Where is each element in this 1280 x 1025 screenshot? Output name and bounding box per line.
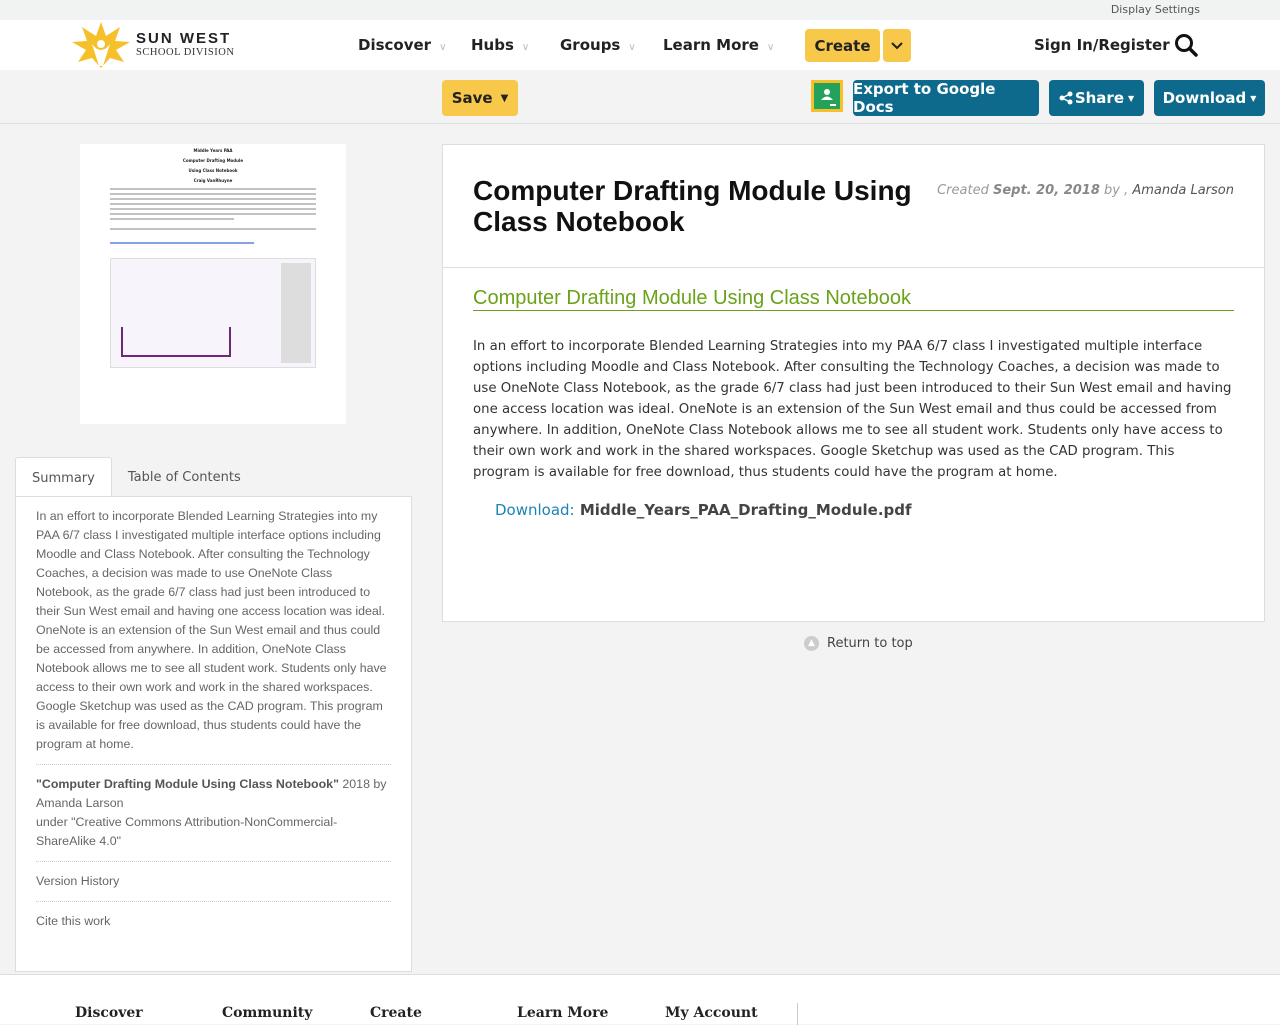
display-settings-link[interactable]: Display Settings xyxy=(1110,3,1200,16)
classroom-icon xyxy=(814,83,840,109)
chevron-down-icon: ∨ xyxy=(766,42,775,53)
chevron-down-icon xyxy=(891,42,903,50)
search-icon[interactable] xyxy=(1174,33,1198,57)
sidebar-tabs xyxy=(15,457,257,498)
footer-my-account[interactable]: My Account xyxy=(665,1005,758,1021)
summary-text: In an effort to incorporate Blended Learning Strategies into my PAA 6/7 class I investigated multiple interface options including Moodle and Class Notebook. After consulting the Technology Coaches, a decision was made to use OneNote Class Notebook, as the grade 6/7 class had just been introduced to their Sun West email and having one access location was ideal. OneNote is an extension of the Sun West email and thus could be accessed from anywhere. In addition, OneNote Class Notebook allows me to see all student work. Students only have access to their own work and work in the shared workspaces. Google Sketchup was used as the CAD program. This program is available for free download, thus students could have the program at home. xyxy=(36,509,387,751)
cite-this-work-link[interactable]: Cite this work xyxy=(36,914,111,928)
create-button[interactable]: Create xyxy=(805,29,880,62)
arrow-up-icon: ▲ xyxy=(804,636,819,651)
page-title: Computer Drafting Module Using Class Notebook xyxy=(473,175,912,237)
caret-down-icon: ▼ xyxy=(500,92,509,104)
brand-line2: SCHOOL DIVISION xyxy=(136,47,235,59)
nav-learn-more[interactable]: Learn More ∨ xyxy=(663,36,775,54)
resource-toolbar xyxy=(0,70,1280,124)
sign-in-link[interactable]: Sign In/Register xyxy=(1034,36,1170,54)
license: under "Creative Commons Attribution-NonCommercial-ShareAlike 4.0" xyxy=(36,815,338,848)
thumb-line: Middle Years PAA xyxy=(193,148,233,153)
share-icon xyxy=(1059,91,1073,105)
thumb-line: Using Class Notebook xyxy=(188,168,238,173)
tab-summary[interactable]: Summary xyxy=(15,457,112,498)
brand-line1: SUN WEST xyxy=(136,30,232,48)
version-history-link[interactable]: Version History xyxy=(36,874,120,888)
thumb-line: Craig VanRhuyne xyxy=(193,178,233,183)
google-classroom-button[interactable] xyxy=(811,80,843,112)
footer-divider xyxy=(797,1003,798,1025)
sun-logo-icon xyxy=(70,22,132,68)
nav-groups[interactable]: Groups ∨ xyxy=(560,36,636,54)
share-button[interactable]: Share ▼ xyxy=(1049,80,1144,116)
thumb-line: Computer Drafting Module xyxy=(182,158,244,163)
download-button[interactable]: Download ▼ xyxy=(1154,80,1265,116)
thumb-screenshot xyxy=(110,258,316,368)
caret-down-icon: ▼ xyxy=(1250,93,1257,103)
footer-discover[interactable]: Discover xyxy=(75,1005,143,1021)
main-nav xyxy=(0,20,1280,70)
sun-west-logo[interactable] xyxy=(70,22,234,68)
nav-discover[interactable]: Discover ∨ xyxy=(358,36,447,54)
chevron-down-icon: ∨ xyxy=(521,42,530,53)
tab-table-of-contents[interactable]: Table of Contents xyxy=(127,469,241,485)
resource-body: In an effort to incorporate Blended Learning Strategies into my PAA 6/7 class I investigated multiple interface options including Moodle and Class Notebook. After consulting the Technology Coaches, a decision was made to use OneNote Class Notebook, as the grade 6/7 class had just been introduced to their Sun West email and having one access location was ideal. OneNote is an extension of the Sun West email and thus could be accessed from anywhere. In addition, OneNote Class Notebook allows me to see all student work. Students only have access to their own work and work in the shared workspaces. Google Sketchup was used as the CAD program. This program is available for free download, thus students could have the program at home. xyxy=(473,339,1232,480)
resource-card xyxy=(442,144,1265,622)
download-file-link[interactable]: Download: Middle_Years_PAA_Drafting_Module.pdf xyxy=(495,501,912,519)
created-meta: Created Sept. 20, 2018 by , Amanda Larson xyxy=(937,183,1234,198)
chevron-down-icon: ∨ xyxy=(439,42,447,53)
section-title: Computer Drafting Module Using Class Notebook xyxy=(473,287,1234,311)
export-google-docs-button[interactable]: Export to Google Docs xyxy=(853,80,1039,116)
summary-panel xyxy=(15,496,412,972)
save-button[interactable]: Save ▼ xyxy=(442,80,518,116)
citation: "Computer Drafting Module Using Class Notebook" 2018 by Amanda Larson xyxy=(36,777,387,810)
chevron-down-icon: ∨ xyxy=(628,42,636,53)
caret-down-icon: ▼ xyxy=(1128,93,1135,103)
create-dropdown-button[interactable] xyxy=(883,29,911,62)
footer-community[interactable]: Community xyxy=(222,1005,313,1021)
return-to-top-link[interactable]: ▲ Return to top xyxy=(804,636,913,651)
document-thumbnail[interactable] xyxy=(80,144,346,424)
footer-learn-more[interactable]: Learn More xyxy=(517,1005,609,1021)
footer xyxy=(0,974,1280,1024)
author-link[interactable]: Amanda Larson xyxy=(1132,183,1234,198)
nav-hubs[interactable]: Hubs ∨ xyxy=(471,36,530,54)
footer-create[interactable]: Create xyxy=(370,1005,422,1021)
top-utility-bar xyxy=(0,0,1280,20)
